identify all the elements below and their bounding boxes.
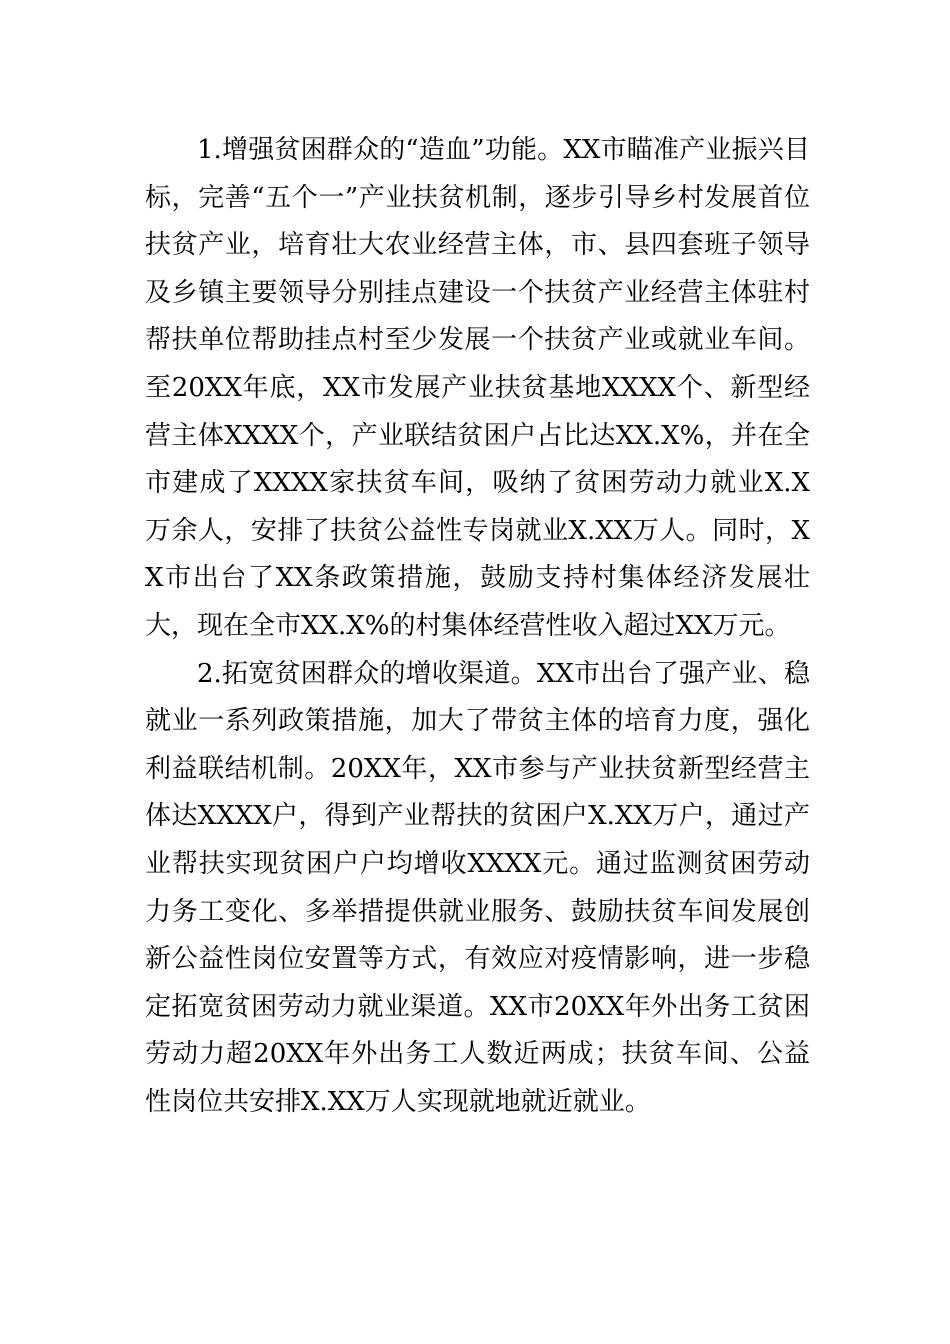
paragraph-1: 1.增强贫困群众的“造血”功能。XX市瞄准产业振兴目标，完善“五个一”产业扶贫机制，逐步引导乡村发展首位扶贫产业，培育壮大农业经营主体，市、县四套班子领导及乡镇主要领导分别挂点建设一个扶贫产业经营主体驻村帮扶单位帮助挂点村至少发展一个扶贫产业或就业车间。至20XX年底，XX市发展产业扶贫基地XXXX个、新型经营主体XXXX个，产业联结贫困户占比达XX.X%，并在全市建成了XXXX家扶贫车间，吸纳了贫困劳动力就业X.X万余人，安排了扶贫公益性专岗就业X.XX万人。同时，XX市出台了XX条政策措施，鼓励支持村集体经济发展壮大，现在全市XX.X%的村集体经营性收入超过XX万元。: [145, 135, 810, 641]
document-body: [145, 127, 810, 1126]
paragraph-2: 2.拓宽贫困群众的增收渠道。XX市出台了强产业、稳就业一系列政策措施，加大了带贫主体的培育力度，强化利益联结机制。20XX年，XX市参与产业扶贫新型经营主体达XXXX户，得到产业帮扶的贫困户X.XX万户，通过产业帮扶实现贫困户户均增收XXXX元。通过监测贫困劳动力务工变化、多举措提供就业服务、鼓励扶贫车间发展创新公益性岗位安置等方式，有效应对疫情影响，进一步稳定拓宽贫困劳动力就业渠道。XX市20XX年外出务工贫困劳动力超20XX年外出务工人数近两成；扶贫车间、公益性岗位共安排X.XX万人实现就地就近就业。: [145, 658, 810, 1117]
